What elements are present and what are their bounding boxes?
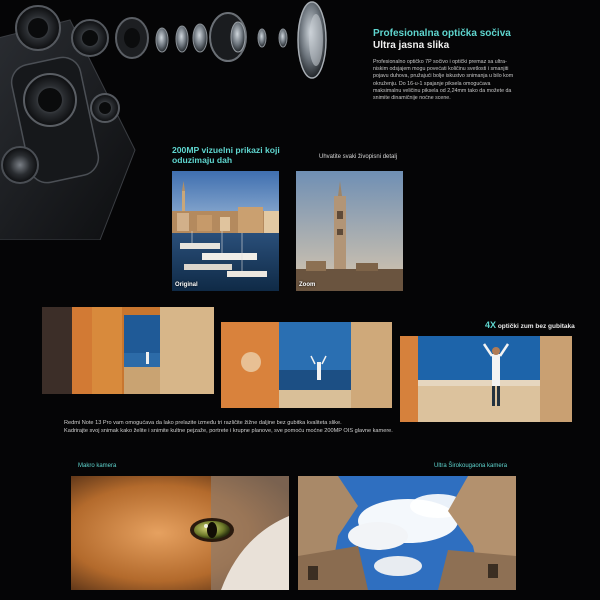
lens-illustration [0,0,340,240]
hero-title: Profesionalna optička sočiva [373,28,511,39]
macro-photo [71,476,289,590]
zoom-photo [296,171,403,291]
zoom-photo-4x [400,336,572,422]
macro-camera-label: Makro kamera [78,463,117,469]
zoom-caption [485,320,575,330]
zoom-factor: 4X [485,320,497,330]
zoom-label: Zoom [299,282,316,288]
redmi-line-2: Kadrirajte svoj snimak kako želite i snimite kultne pejzaže, portrete i krupne planove, sve pomoću moćne 200MP OIS glavne kamere. [64,428,393,434]
redmi-line-1: Redmi Note 13 Pro vam omogućava da lako prelazite između tri različite žižne daljine bez gubitka kvaliteta slike. [64,420,342,426]
detail-caption: Uhvatite svaki živopisni detalj [319,154,398,160]
zoom-photo-1x [42,307,214,394]
original-photo [172,171,279,291]
wide-photo [298,476,516,590]
hero-description: Profesionalno optičko 7P sočivo i optički premaz sa ultra-niskim odsjajem mogu povećati količinu svetlosti i smanjiti pojavu duhova, pružajući bolje iskustvo snimanja u bilo kom okruženju. Do 16-u-1 spajanje piksela omogućava maksimalnu veličinu piksela od 2,24mm tako da možete da snimite dinamičnije noćne scene. [373,59,514,102]
original-label: Original [175,282,198,288]
redmi-description [64,419,484,435]
zoom-photo-2x [221,322,392,408]
wide-camera-label: Ultra Širokougaona kamera [434,463,508,469]
zoom-caption-text: optički zum bez gubitaka [497,323,575,330]
hero-subtitle: Ultra jasna slika [373,40,450,51]
visual-title: 200MP vizuelni prikazi koji oduzimaju dah [172,145,280,165]
